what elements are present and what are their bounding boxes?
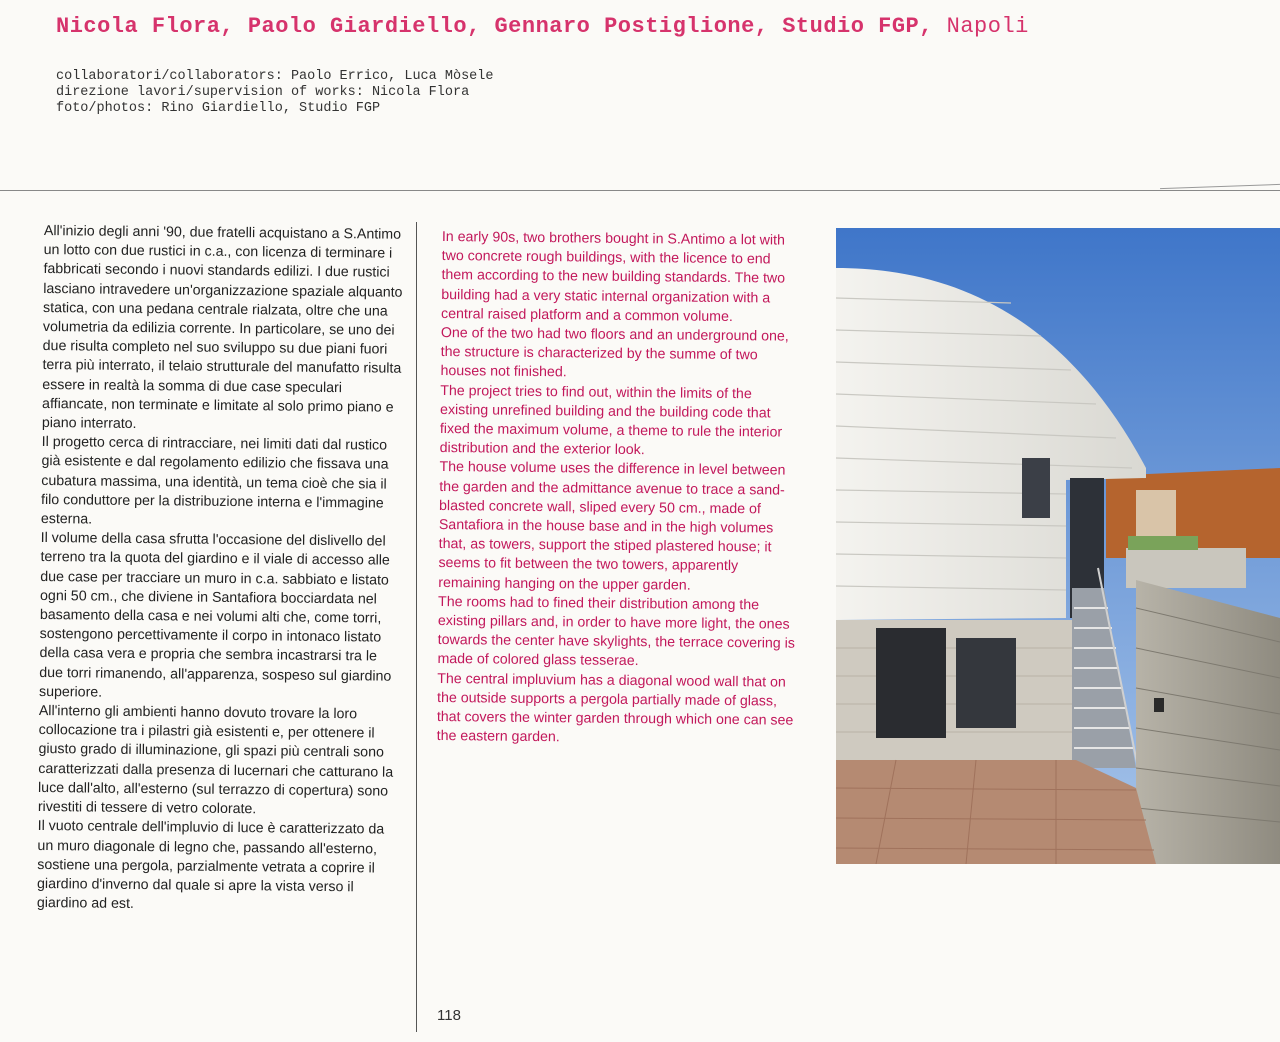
english-paragraph: The rooms had to fined their distribution among the existing pillars and, in order to have more light, the ones towards the center have skylights, the terrace covering is made of colored glass tesserae.	[437, 593, 795, 670]
plants	[1128, 536, 1198, 550]
credit-collaborators: collaboratori/collaborators: Paolo Errico, Luca Mòsele	[56, 69, 494, 84]
page-number: 118	[437, 1007, 461, 1024]
terrace-planter	[1126, 548, 1246, 588]
window	[1022, 458, 1050, 518]
english-text-column	[437, 228, 804, 750]
base-door	[876, 628, 946, 738]
italian-paragraph: All'interno gli ambienti hanno dovuto trovare la loro collocazione tra i pilastri già esistenti e, per ottenere il giusto grado di illuminazione, gli spazi più centrali sono caratterizzati dalla presenza di lucernari che catturano la luce dall'alto, all'esterno (sul terrazzo di copertura) sono rivestiti di tessere di vetro colorate.	[37, 703, 394, 818]
building-illustration	[836, 228, 1280, 864]
column-divider	[416, 222, 417, 1032]
english-paragraph: The project tries to find out, within the limits of the existing unrefined building and the building code that fixed the maximum volume, a theme to rule the interior distribution and the exterior look.	[439, 382, 783, 459]
side-wall	[1136, 580, 1280, 864]
english-paragraph: In early 90s, two brothers bought in S.Antimo a lot with two concrete rough buildings, with the licence to end them according to the new building standards. The two building had a very static internal organization with a central raised platform and a common volume.	[441, 228, 786, 325]
building-photo	[836, 228, 1280, 864]
credits	[56, 69, 756, 117]
horizontal-rule-edge	[1160, 184, 1280, 189]
page-title	[56, 14, 1256, 39]
authors: Nicola Flora, Paolo Giardiello, Gennaro Postiglione, Studio FGP,	[56, 14, 933, 39]
italian-paragraph: All'inizio degli anni '90, due fratelli acquistano a S.Antimo un lotto con due rustici in c.a., con licenza di terminare i fabbricati secondo i nuovi standards edilizi. I due rustici lasciano intravedere un'organizzazione spaziale alquanto statica, con una pedana centrale rialzata, oltre che una volumetria da edilizia corrente. In particolare, se uno dei due risulta completo nel suo sviluppo su due piani fuori terra più interrato, il telaio strutturale del manufatto risulta essere in realtà la somma di due case speculari affiancate, non terminate e limitate al solo primo piano e piano interrato.	[41, 222, 403, 433]
horizontal-rule	[0, 190, 1280, 191]
italian-paragraph: Il volume della casa sfrutta l'occasione del dislivello del terreno tra la quota del giardino e il viale di accesso alle due case per tracciare un muro in c.a. sabbiato e listato ogni 50 cm., che diviene in Santafiora bocciardata nel basamento della casa e nei volumi alti che, come torri, sostengono percettivamente il corpo in intonaco listato della casa vera e propria che sembra incastrarsi tra le due torri rimanendo, all'apparenza, sospeso sul giardino superiore.	[38, 530, 392, 701]
credit-photos: foto/photos: Rino Giardiello, Studio FGP	[56, 101, 381, 116]
english-paragraph: The central impluvium has a diagonal wood wall that on the outside supports a pergola partially made of glass, that covers the winter garden through which one can see the eastern garden.	[436, 670, 794, 746]
base-window	[956, 638, 1016, 728]
english-paragraph: The house volume uses the difference in level between the garden and the admittance avenue to trace a sand-blasted concrete wall, sliped every 50 cm., made of Santafiora in the house base and in the high volumes that, as towers, support the stiped plastered house; it seems to fit between the two towers, apparently remaining hanging on the upper garden.	[438, 459, 786, 594]
credit-supervision: direzione lavori/supervision of works: Nicola Flora	[56, 85, 470, 100]
italian-paragraph: Il progetto cerca di rintracciare, nei limiti dati dal rustico già esistente e dal regolamento edilizio che fissava una cubatura massima, una identità, un tema cioè che sia il filo conduttore per la distribuzione interna e l'immagine esterna.	[40, 434, 389, 528]
italian-text-column	[37, 222, 409, 917]
wall-lamp	[1154, 698, 1164, 712]
italian-paragraph: Il vuoto centrale dell'impluvio di luce è caratterizzato da un muro diagonale di legno che, passando all'esterno, sostiene una pergola, parzialmente vetrata a coprire il giardino d'inverno dal quale si apre la vista verso il giardino ad est.	[36, 818, 385, 913]
english-paragraph: One of the two had two floors and an underground one, the structure is characterized by the summe of two houses not finished.	[440, 325, 789, 381]
city: Napoli	[946, 14, 1029, 39]
wood-window	[1136, 490, 1176, 540]
